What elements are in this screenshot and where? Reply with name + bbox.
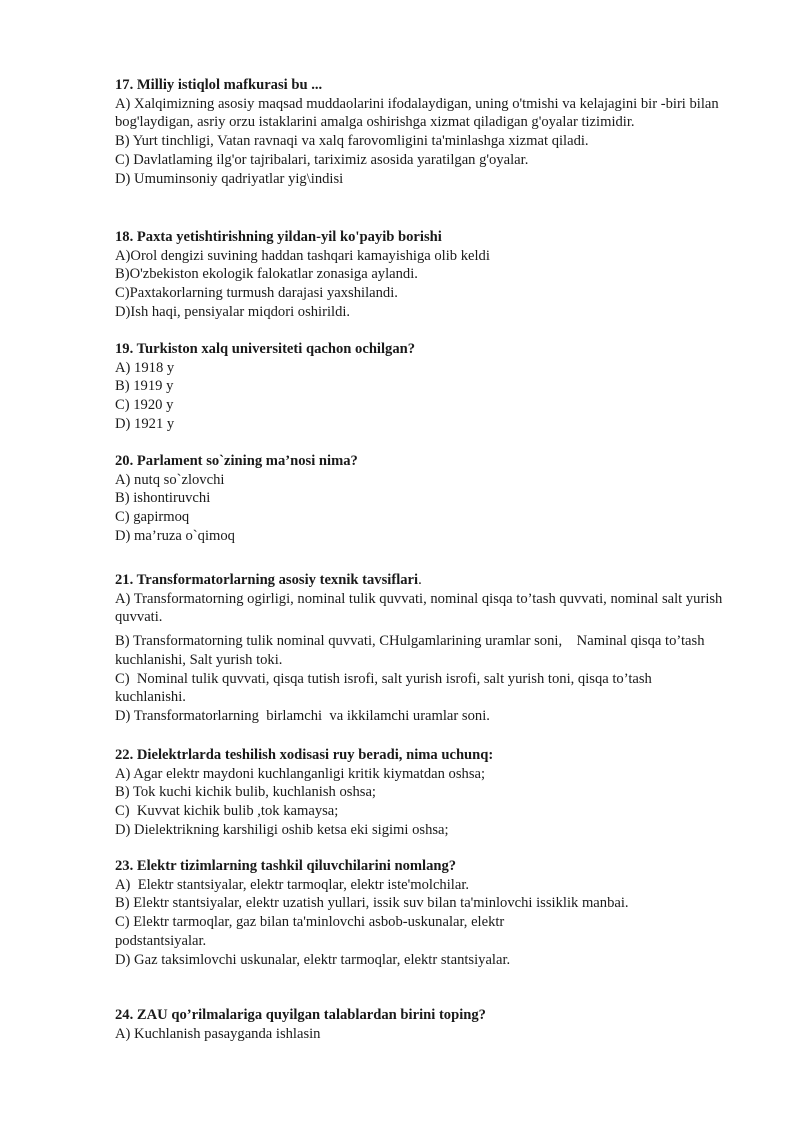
option-a: A) Xalqimizning asosiy maqsad muddaolarini ifodalaydigan, uning o'tmishi va kelajagini bir -biri bilan bog'laydigan, asriy orzu istaklarini amalga oshirishga xizmat qiladigan g'oyalar tizimidir. <box>115 95 723 131</box>
question-22 <box>115 746 755 840</box>
option-a: A) Transformatorning ogirligi, nominal tulik quvvati, nominal qisqa to’tash quvvati, nominal salt yurish quvvati. <box>115 590 727 626</box>
question-17 <box>115 76 755 188</box>
option-c: C) Davlatlaming ilg'or tajribalari, tariximiz asosida yaratilgan g'oyalar. <box>115 151 529 168</box>
option-d: D) 1921 y <box>115 415 175 432</box>
question-title: 24. ZAU qo’rilmalariga quyilgan talablardan birini toping? <box>115 1007 486 1023</box>
option-a: A) 1918 y <box>115 359 175 376</box>
option-a: A) nutq so`zlovchi <box>115 471 225 488</box>
question-24 <box>115 1006 755 1043</box>
question-title: 19. Turkiston xalq universiteti qachon ochilgan? <box>115 341 416 357</box>
question-title-period: . <box>418 572 422 588</box>
question-20 <box>115 452 755 546</box>
option-b: B) ishontiruvchi <box>115 490 211 507</box>
question-title: 20. Parlament so`zining ma’nosi nima? <box>115 453 358 469</box>
question-title <box>115 571 755 590</box>
question-title: 17. Milliy istiqlol mafkurasi bu ... <box>115 77 323 93</box>
option-d: D)Ish haqi, pensiyalar miqdori oshirildi. <box>115 303 351 320</box>
question-23 <box>115 857 755 969</box>
option-b: B) Tok kuchi kichik bulib, kuchlanish oshsa; <box>115 784 376 801</box>
option-d: D) Transformatorlarning birlamchi va ikkilamchi uramlar soni. <box>115 707 490 724</box>
option-c: C)Paxtakorlarning turmush darajasi yaxshilandi. <box>115 285 398 302</box>
option-b: B) Yurt tinchligi, Vatan ravnaqi va xalq farovomligini ta'minlashga xizmat qiladi. <box>115 133 589 150</box>
option-d: D) ma’ruza o`qimoq <box>115 527 235 544</box>
option-d: D) Umuminsoniy qadriyatlar yig\indisi <box>115 170 344 187</box>
question-title-text: 21. Transformatorlarning asosiy texnik tavsiflari <box>115 572 419 588</box>
question-title: 18. Paxta yetishtirishning yildan-yil ko'payib borishi <box>115 229 442 245</box>
option-c: C) gapirmoq <box>115 509 190 526</box>
question-title: 23. Elektr tizimlarning tashkil qiluvchilarini nomlang? <box>115 858 457 874</box>
option-a: A) Agar elektr maydoni kuchlanganligi kritik kiymatdan oshsa; <box>115 765 486 782</box>
option-b: B) 1919 y <box>115 378 174 395</box>
option-a: A)Orol dengizi suvining haddan tashqari kamayishiga olib keldi <box>115 247 490 264</box>
option-a: A) Elektr stantsiyalar, elektr tarmoqlar, elektr iste'molchilar. <box>115 876 470 893</box>
option-b: B)O'zbekiston ekologik falokatlar zonasiga aylandi. <box>115 266 418 283</box>
question-title: 22. Dielektrlarda teshilish xodisasi ruy beradi, nima uchunq: <box>115 747 494 763</box>
option-c: C) 1920 y <box>115 397 174 414</box>
option-c: C) Elektr tarmoqlar, gaz bilan ta'minlovchi asbob-uskunalar, elektr podstantsiyalar. <box>115 914 508 949</box>
option-b: B) Elektr stantsiyalar, elektr uzatish yullari, issik suv bilan ta'minlovchi issiklik manbai. <box>115 895 629 912</box>
option-a: A) Kuchlanish pasayganda ishlasin <box>115 1025 321 1042</box>
question-21 <box>115 571 755 726</box>
option-b: B) Transformatorning tulik nominal quvvati, CHulgamlarining uramlar soni, Naminal qisqa to’tash kuchlanishi, Salt yurish toki. <box>115 633 709 668</box>
option-c: C) Kuvvat kichik bulib ,tok kamaysa; <box>115 803 339 820</box>
option-d: D) Dielektrikning karshiligi oshib ketsa eki sigimi oshsa; <box>115 821 449 838</box>
question-19 <box>115 340 755 434</box>
question-18 <box>115 228 755 322</box>
option-c: C) Nominal tulik quvvati, qisqa tutish isrofi, salt yurish isrofi, salt yurish toni, qisqa to’tash kuchlanishi. <box>115 670 656 706</box>
option-d: D) Gaz taksimlovchi uskunalar, elektr tarmoqlar, elektr stantsiyalar. <box>115 951 511 968</box>
